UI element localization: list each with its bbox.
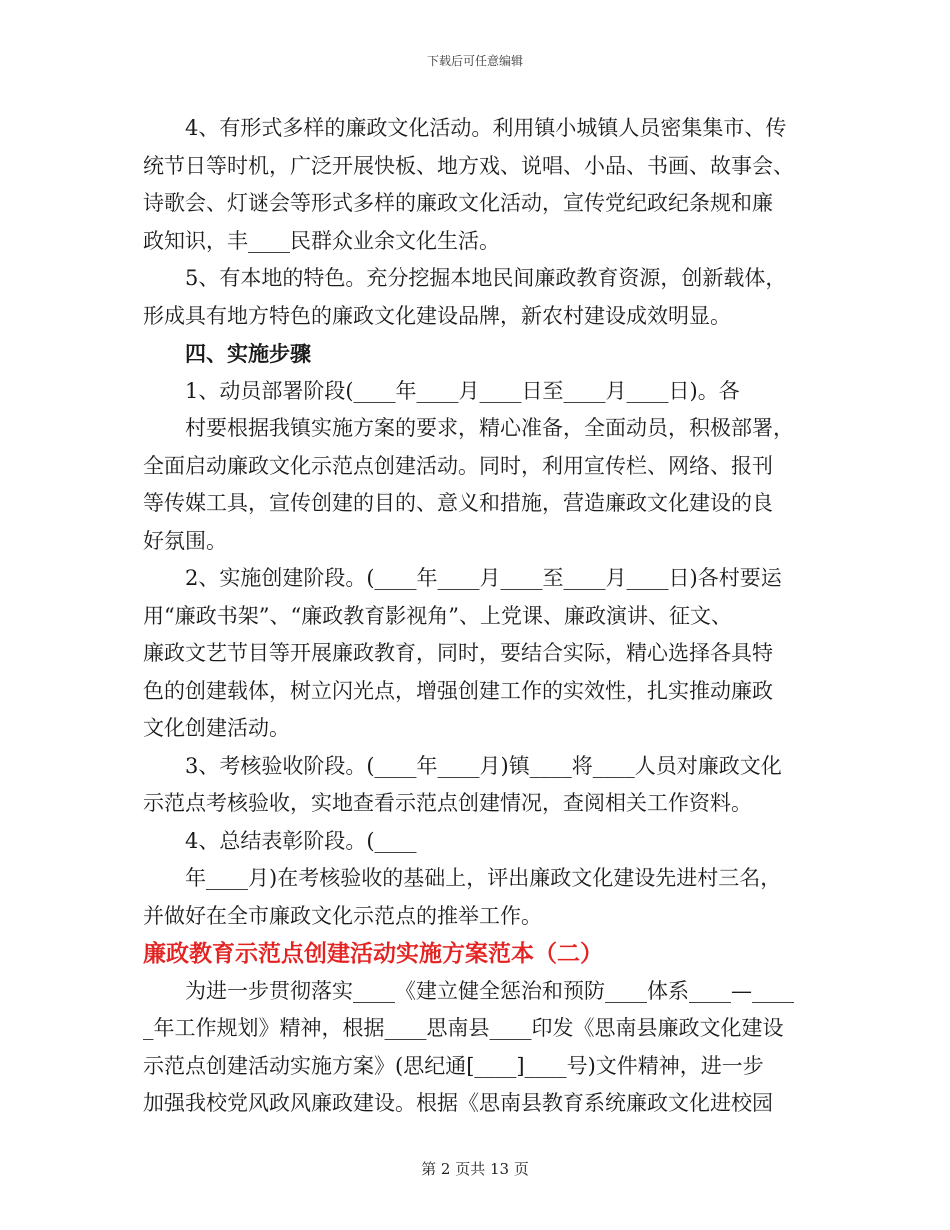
text-line: 文化创建活动。 (143, 716, 290, 740)
text-line: 加强我校党风政风廉政建设。根据《思南县教育系统廉政文化进校园 (143, 1091, 773, 1115)
text-line: 诗歌会、灯谜会等形式多样的廉政文化活动，宣传党纪政纪条规和廉 (143, 191, 773, 215)
text-line: 形成具有地方特色的廉政文化建设品牌，新农村建设成效明显。 (143, 303, 731, 328)
text-line: 色的创建载体，树立闪光点，增强创建工作的实效性，扎实推动廉政 (143, 678, 773, 703)
text-line: 廉政文艺节目等开展廉政教育，同时，要结合实际，精心选择各具特 (143, 641, 773, 665)
text-line: _年工作规划》精神，根据____思南县____印发《思南县廉政文化建设 (143, 1016, 784, 1040)
section-heading: 四、实施步骤 (185, 341, 311, 366)
text-line: 示范点考核验收，实地查看示范点创建情况，查阅相关工作资料。 (143, 791, 752, 815)
text-line: 为进一步贯彻落实____《建立健全惩治和预防____体系____—____ (185, 978, 794, 1003)
document-body (143, 110, 808, 1123)
page-footer: 第 2 页共 13 页 (421, 1160, 529, 1178)
text-line: 并做好在全市廉政文化示范点的推举工作。 (143, 903, 542, 928)
text-line: 示范点创建活动实施方案》(思纪通[____]____号)文件精神，进一步 (143, 1053, 764, 1078)
text-line: 统节日等时机，广泛开展快板、地方戏、说唱、小品、书画、故事会、 (143, 153, 794, 178)
document-title: 廉政教育示范点创建活动实施方案范本（二） (143, 940, 603, 967)
text-line: 政知识，丰____民群众业余文化生活。 (143, 228, 500, 253)
text-line: 4、有形式多样的廉政文化活动。利用镇小城镇人员密集集市、传 (185, 116, 787, 140)
text-line: 1、动员部署阶段(____年____月____日至____月____日)。各 (185, 378, 740, 403)
text-line: 好氛围。 (143, 528, 227, 553)
page-header: 下载后可任意编辑 (426, 54, 523, 68)
text-line: 村要根据我镇实施方案的要求，精心准备，全面动员，积极部署， (185, 416, 794, 440)
text-line: 5、有本地的特色。充分挖掘本地民间廉政教育资源，创新载体， (185, 266, 787, 290)
text-line: 4、总结表彰阶段。(____ (185, 828, 417, 853)
text-line: 全面启动廉政文化示范点创建活动。同时，利用宣传栏、网络、报刊 (143, 453, 773, 478)
text-line: 等传媒工具，宣传创建的目的、意义和措施，营造廉政文化建设的良 (143, 491, 773, 515)
text-line: 用“廉政书架”、“廉政教育影视角”、上党课、廉政演讲、征文、 (143, 603, 732, 628)
text-line: 年____月)在考核验收的基础上，评出廉政文化建设先进村三名， (185, 866, 782, 890)
text-line: 2、实施创建阶段。(____年____月____至____月____日)各村要运 (185, 566, 782, 590)
text-line: 3、考核验收阶段。(____年____月)镇____将____人员对廉政文化 (185, 753, 782, 778)
